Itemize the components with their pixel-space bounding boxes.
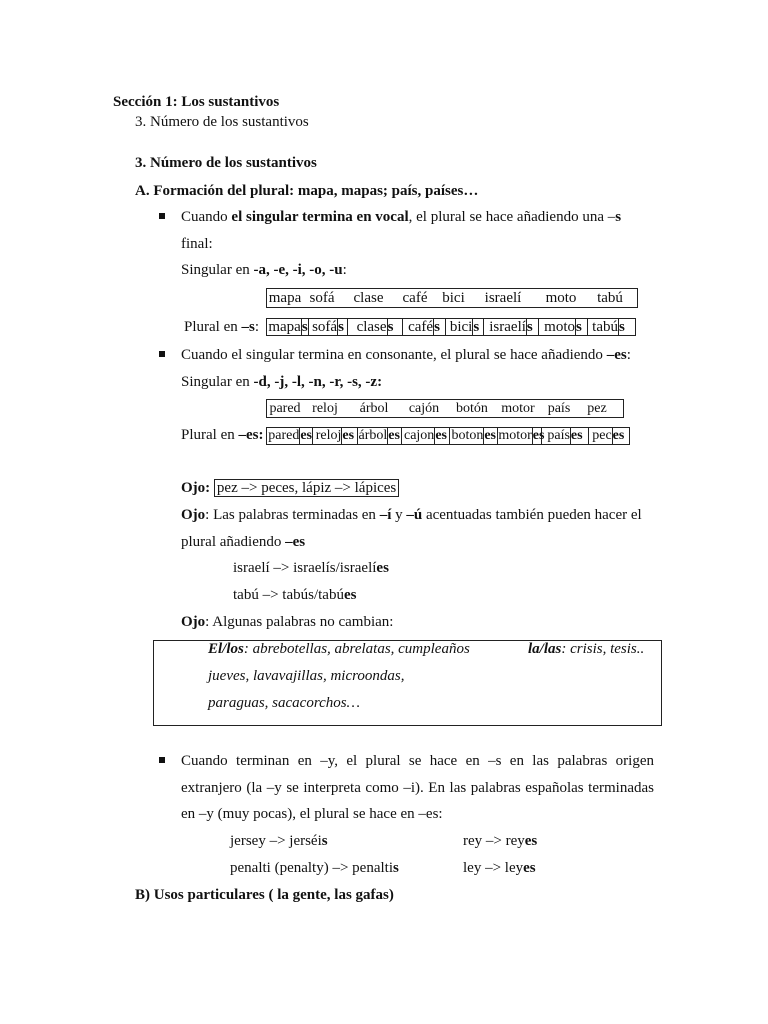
consonant-singular-box [266,399,624,418]
section-title: Sección 1: Los sustantivos [113,94,280,110]
consonant-plural-box [266,427,630,445]
word-cell: botones [450,428,498,444]
word-cell: pez [587,400,607,416]
rule1-plural-label: Plural en –s: [184,319,260,335]
bullet-icon [159,351,165,357]
bullet-icon [159,757,165,763]
word-cell: mapas [268,319,308,335]
word-cell: motos [539,319,588,335]
subsection-b-title: B) Usos particulares ( la gente, las gafas) [135,887,394,903]
word-cell: reloj [312,400,338,416]
rule2-text: Cuando el singular termina en consonante, el plural se hace añadiendo –es: [181,347,631,363]
word-cell: bicis [446,319,484,335]
word-cell: tabús [592,319,625,335]
rule3-line1: Cuando terminan en –y, el plural se hace en –s en las palabras origen [181,753,654,769]
word-cell: israelís [484,319,539,335]
word-cell: árboles [358,428,400,443]
la-las-words: la/las: crisis, tesis.. [528,641,645,657]
word-cell: clases [348,319,403,335]
rule3-example-3: rey –> reyes [463,833,538,849]
word-cell: café [402,290,428,306]
subtitle: 3. Número de los sustantivos [135,114,309,130]
ojo2-example-1: israelí –> israelís/israelíes [233,560,389,576]
rule3-line2: extranjero (la –y se interpreta como –i). En las palabras españolas terminadas [181,780,654,796]
word-cell: motores [498,428,545,443]
rule1-text-cont: final: [181,236,213,252]
rule3-line3: en –y (muy pocas), el plural se hace en –es: [181,806,443,822]
word-cell: sofás [309,319,348,335]
word-cell: israelí [484,290,522,306]
word-cell: sofá [309,290,335,306]
bullet-icon [159,213,165,219]
word-cell: clase [353,290,384,306]
ojo1: Ojo: pez –> peces, lápiz –> lápices [181,478,399,498]
word-cell: tabú [597,290,623,306]
rule1-singular-label: Singular en -a, -e, -i, -o, -u: [181,262,347,278]
ojo2-line1: Ojo: Las palabras terminadas en –í y –ú acentuadas también pueden hacer el [181,507,642,523]
page-title: 3. Número de los sustantivos [135,155,317,171]
word-cell: peces [592,428,625,443]
rule3-example-4: ley –> leyes [463,860,536,876]
word-cell: botón [456,400,488,416]
word-cell: cajones [402,428,450,444]
rule3-example-1: jersey –> jerséis [230,833,328,849]
ojo2-example-2: tabú –> tabús/tabúes [233,587,357,603]
word-cell: países [542,428,588,444]
word-cell: bici [442,290,465,306]
word-cell: árbol [359,400,389,416]
word-cell: motor [501,400,535,416]
word-cell: cajón [408,400,440,416]
rule2-plural-label: Plural en –es: [181,427,264,443]
invariable-words-line3: paraguas, sacacorchos… [208,695,360,711]
subsection-a-title: A. Formación del plural: mapa, mapas; país, países… [135,183,479,199]
el-los-words: El/los: abrebotellas, abrelatas, cumpleaños [208,641,470,657]
ojo2-line2: plural añadiendo –es [181,534,306,550]
word-cell: moto [545,290,577,306]
word-cell: pared [269,400,301,416]
word-cell: mapa [268,290,302,306]
rule2-singular-label: Singular en -d, -j, -l, -n, -r, -s, -z: [181,374,383,390]
word-cell: país [547,400,571,416]
rule1-text: Cuando el singular termina en vocal, el plural se hace añadiendo una –s [181,209,622,225]
vowel-plural-box [266,318,636,336]
vowel-singular-box [266,288,638,308]
word-cell: cafés [403,319,446,335]
word-cell: relojes [313,428,357,444]
invariable-words-line2: jueves, lavavajillas, microondas, [208,668,405,684]
rule3-example-2: penalti (penalty) –> penaltis [230,860,399,876]
ojo3-line: Ojo: Algunas palabras no cambian: [181,614,394,630]
ojo1-example-box: pez –> peces, lápiz –> lápices [214,479,399,497]
word-cell: paredes [268,428,313,443]
